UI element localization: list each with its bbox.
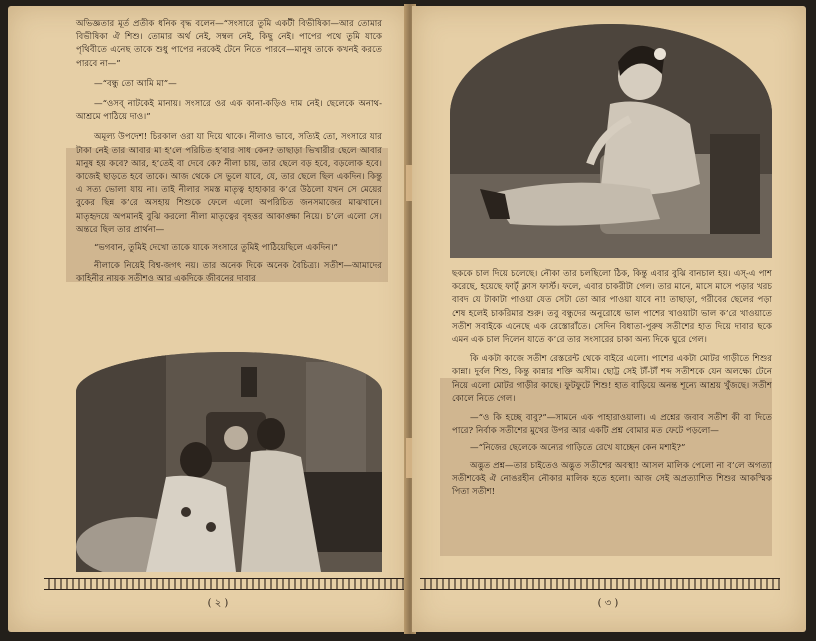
left-footer-rule <box>44 578 408 590</box>
left-para-6: নীলাকে নিয়েই বিশ্ব-জগৎ নয়। তার অনেক দিকে অনেক বৈচিত্র্য। সতীশ—আমাদের কাহিনীর নায়ক সতীশও আর একদিকে জীবনের দাবার <box>76 261 382 285</box>
right-para-1: ছককে চাল দিয়ে চলেছে। নৌকা তার চলছিলো ঠিক, কিন্তু এবার বুঝি বানচাল হয়। এস্‌-এ পাশ করেছে, হয়েছে ফার্ট্ ক্লাস ফার্স্ট। ফলে, এবার চাকরীটা গেল। তার মানে, মাসে মাসে পড়ার খরচ বাবদ যে টাকাটা পাওয়া যেত সেটা তো আর পাওয়া যাবে না! তাছাড়া, গরীবের ছেলের পড়া শেষ হলেই চাকরিমার শুরু। তবু বন্ধুদের অনুরোধে ভাল পাশের খাওয়াটা ভাল ক’রে খাওয়াতে সতীশ সবাইকে এনেছে এক রেস্তোরাঁতে। সেদিন বিধাতা-পুরুষ সতীশের হাত দিয়ে দাবার ছকে এমন এক চাল দিলেন যাতে ক’রে তার সংসারের চাকা অন্য দিকে ঘুরে গেল। <box>452 269 772 346</box>
left-para-3: —“ওসব্‌ নাটকেই মানায়। সংসারে ওর এক কানা-কড়িও দাম নেই। ছেলেকে অনাথ-আশ্রমে পাঠিয়ে দাও।” <box>76 99 382 123</box>
left-para-5: “ভগবান, তুমিই দেখো তাকে যাকে সংসারে তুমিই পাঠিয়েছিলে একদিন।” <box>94 243 338 254</box>
right-para-5: অদ্ভুত প্রশ্ন—তার চাইতেও অদ্ভুত সতীশের অবস্থা! আসল মালিক পেলো না ব’লে অগত্যা সতীশকেই ঐ নোঙরহীন নৌকার মালিক হতে হলো। আজ সেই অপ্রত্যাশিত শিশুর আকস্মিক পিতা সতীশ! <box>452 460 772 498</box>
film-still-illustration <box>450 24 772 258</box>
right-para-3: —“ও কি হচ্ছে বাবু?”—সামনে এক পাহারাওয়ালা। এ প্রশ্নের জবাব সতীশ কী বা দিতে পারে? নির্বাক সতীশের মুখের উপর আর একটি প্রশ্ন বোমার মত ফেটে পড়লো— <box>452 413 772 437</box>
left-page <box>8 6 410 632</box>
left-para-4: অমূল্য উপদেশ! চিরকাল ওরা যা দিয়ে থাকে। নীলাও ভাবে, সত্যিই তো, সংসারে যার টাকা নেই তার আবার মা হ’লে পরিচিত হ’বার সাধ কেন? তাছাড়া ভিখারীর ছেলে আবার মানুষ হয় কবে? আর, হ’তেই বা দেবে কে? নীলা চায়, তার ছেলে বড় হবে, বড়লোক হবে। কাজেই ছাড়তে হবে তাকে। আজ থেকে সে ভুলে যাবে, যে, তার ছেলে ছিল একদিন। কিন্তু এ সত্য ভোলা যায় না। তাই নীলার সমস্ত মাতৃত্ব হাহাকার ক’রে উঠলো যখন সে মেয়ের বুকের ছিন্ন ক’রে অসহায় শিশুকে ফেলে এলো অপরিচিত জনসমাজের মাঝখানে। মাতৃহৃদয়ে অপমানই বুঝি করলো নীলা মাতৃত্বের বৃহত্তর আকাঙ্ক্ষা নিয়ে। চ’লে এলো সে। অন্তরে ছিল তার প্রার্থনা— <box>76 132 382 235</box>
film-still-illustration <box>76 352 382 572</box>
left-para-1: অভিজ্ঞতার মূর্ত প্রতীক ধনিক বৃদ্ধ বলেন—“সংসারে তুমি একটী বিভীষিকা—আর তোমার বিভীষিকা ঐ শিশু। তোমার অর্থ নেই, সম্বল নেই, কিছু নেই। পাপের পথে তুমি যাকে পৃথিবীতে এনেছ তাকে শুধু পাপের নরকেই টেনে নিতে পারবে—মানুষ তাকে কখনই করতে পারবে না—” <box>76 19 382 69</box>
left-page-number: ( ২ ) <box>207 598 229 609</box>
film-still-reclining-woman <box>450 24 772 258</box>
right-footer-rule <box>420 578 780 590</box>
film-still-two-women <box>76 352 382 572</box>
right-page <box>412 6 806 632</box>
left-para-2: —“বন্ধু তো আমি মা”— <box>94 78 177 89</box>
right-para-4: —“নিজের ছেলেকে অন্যের গাড়িতে রেখে যাচ্ছেন কেন মশাই?” <box>470 443 686 454</box>
right-para-2: কি একটা কাজে সতীশ রেস্তরেন্ট থেকে বাইরে এলো। পাশের একটা মোটর গাড়ীতে শিশুর কান্না। দুর্বল শিশু, কিন্তু কান্নার শক্তি অসীম। ছোট্ট সেই টাঁ-টাঁ শব্দ সতীশকে যেন অলক্ষ্যে টেনে নিয়ে এলো মোটর গাড়ীর কাছে। ফুটফুটে শিশু! হাত বাড়িয়ে অনন্ত শূন্যে আশ্রয় খুঁজছে। সতীশ কোলে নিতে গেল। <box>452 354 772 404</box>
right-page-number: ( ৩ ) <box>597 598 619 609</box>
